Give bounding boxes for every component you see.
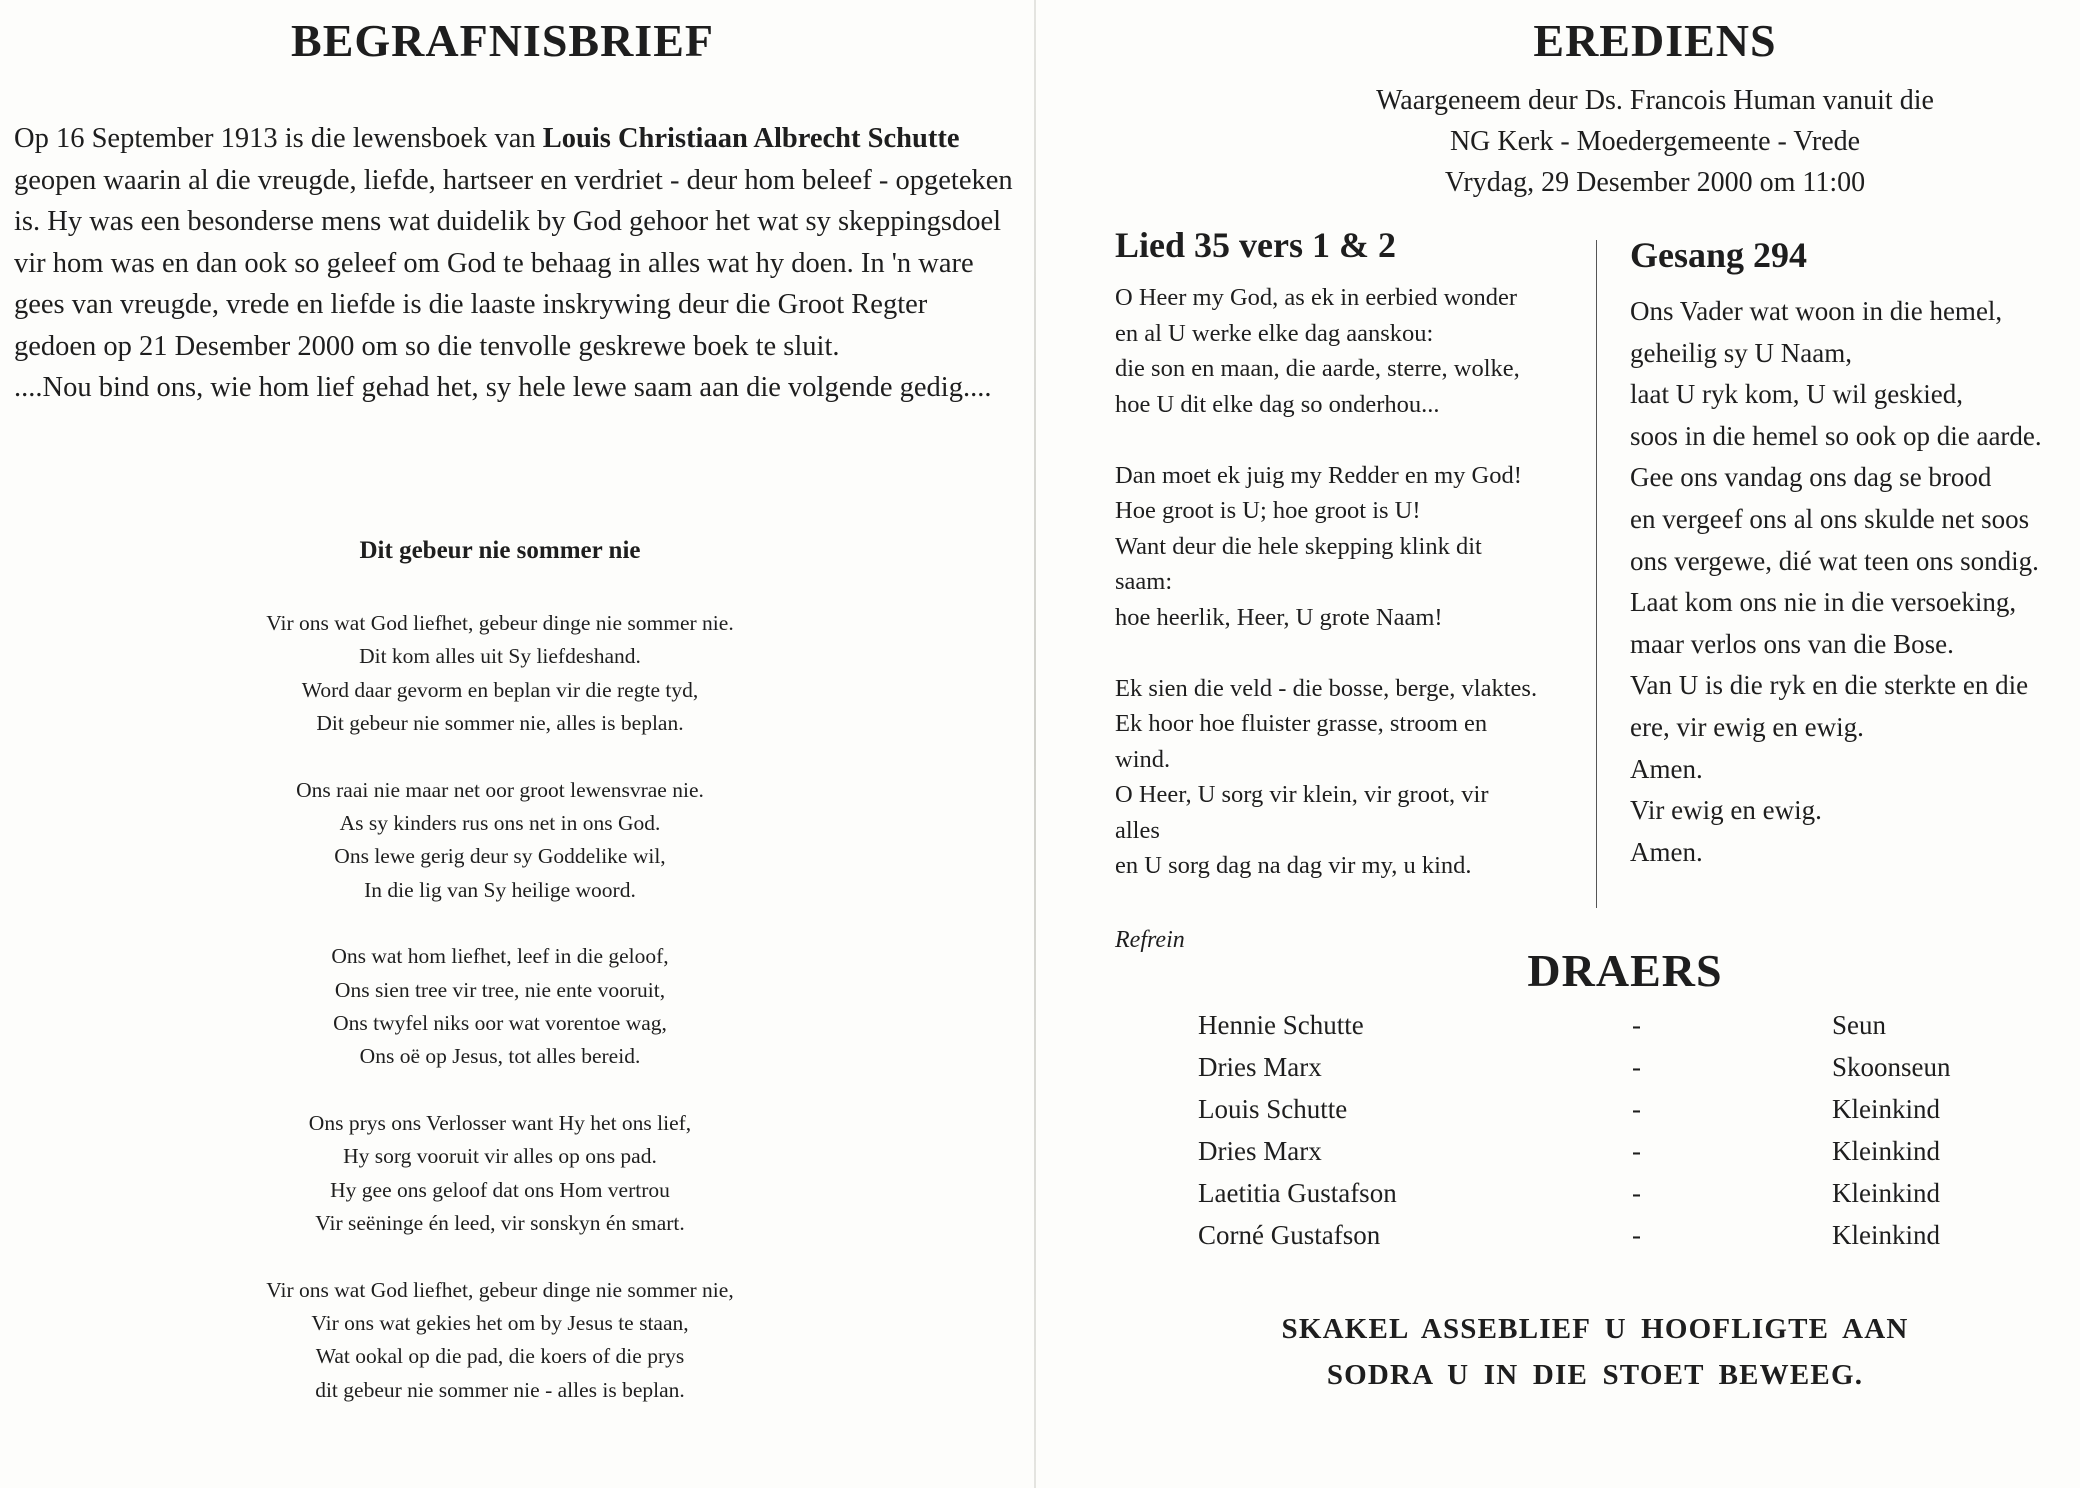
bearer-dash: - [1632,1178,1641,1208]
hymn-a-line: hoe U dit elke dag so onderhou... [1115,390,1440,418]
hymn-b-line: Vir ewig en ewig. [1630,795,1822,826]
poem-line: Ons prys ons Verlosser want Hy het ons lief, [308,1110,692,1135]
bearer-dash: - [1632,1094,1641,1124]
poem-line: Vir ons wat God liefhet, gebeur dinge nie sommer nie. [266,611,734,635]
hymn-a-line: hoe heerlik, Heer, U grote Naam! [1115,603,1443,631]
bearer-relation: Seun [1832,1010,1886,1040]
bearer-row [1198,1136,2018,1178]
hymn-b-line: ere, vir ewig en ewig. [1630,711,1864,742]
page-title-erediens: EREDIENS [1533,15,1777,66]
bearer-name: Laetitia Gustafson [1198,1178,1397,1208]
hymn-a-line: saam: [1115,568,1173,595]
bearer-name: Hennie Schutte [1198,1010,1364,1040]
hymn-a-line: Dan moet ek juig my Redder en my God! [1115,461,1522,489]
hymn-a-title: Lied 35 vers 1 & 2 [1115,225,1396,265]
poem-line: Vir ons wat gekies het om by Jesus te staan, [311,1310,689,1335]
bearer-row [1198,1094,2018,1136]
bearer-relation: Kleinkind [1832,1178,1940,1208]
hymn-a-line: en U sorg dag na dag vir my, u kind. [1115,852,1472,879]
left-page [0,0,1035,1488]
hymn-b-line: soos in die hemel so ook op die aarde. [1630,420,2042,451]
poem-line: In die lig van Sy heilige woord. [364,877,636,902]
poem-line: Vir seëninge én leed, vir sonskyn én smart. [315,1211,685,1236]
bearer-name: Louis Schutte [1198,1094,1348,1124]
bearer-relation: Kleinkind [1832,1136,1940,1166]
bearers-heading: DRAERS [1527,945,1723,996]
notice-line: SKAKEL ASSEBLIEF U HOOFLIGTE AAN [1281,1313,1909,1345]
hymn-a-line: die son en maan, die aarde, sterre, wolke, [1115,355,1520,382]
poem-line: Ons lewe gerig deur sy Goddelike wil, [334,844,666,869]
intro-text [14,118,1014,367]
notice-line: SODRA U IN DIE STOET BEWEEG. [1326,1359,1864,1391]
poem-line: Vir ons wat God liefhet, gebeur dinge nie sommer nie, [266,1277,734,1302]
service-line: NG Kerk - Moedergemeente - Vrede [1449,126,1861,157]
hymn-b-line: Gee ons vandag ons dag se brood [1630,462,1992,493]
hymn-b-line: Laat kom ons nie in die versoeking, [1630,587,2017,618]
intro-rest: geopen waarin al die vreugde, liefde, hartseer en verdriet - deur hom beleef - opgeteken is. Hy was een besonderse mens wat duidelik by God gehoor het wat sy skeppingsdoel vir hom was en dan ook so geleef om God te behaag in alles wat hy doen. In 'n ware gees van vreugde, vrede en liefde is die laaste inskrywing deur die Groot Regter gedoen op 21 Desember 2000 om so die tenvolle geskrewe boek te sluit. [14,164,1013,362]
hymn-b-line: ons vergewe, dié wat teen ons sondig. [1630,545,2039,576]
hymn-a-line: O Heer my God, as ek in eerbied wonder [1115,284,1518,311]
bearer-row [1198,1220,2018,1262]
poem-stanza [0,774,1000,908]
refrain-label: Refrein [1115,927,1185,953]
poem-line: Ons raai nie maar net oor groot lewensvrae nie. [296,777,704,802]
poem-line: Word daar gevorm en beplan vir die regte tyd, [301,677,699,702]
bearer-name: Dries Marx [1198,1052,1322,1082]
hymn-b-line: Ons Vader wat woon in die hemel, [1630,296,2003,326]
hymn-a-stanza [1115,280,1595,422]
right-page [1035,0,2080,1488]
bearer-dash: - [1632,1136,1641,1166]
poem-line: Ons oë op Jesus, tot alles bereid. [359,1044,641,1069]
poem-line: dit gebeur nie sommer nie - alles is beplan. [315,1377,685,1402]
service-line: Waargeneem deur Ds. Francois Human vanuit die [1376,85,1934,116]
bearer-relation: Skoonseun [1832,1052,1951,1082]
bearer-dash: - [1632,1010,1641,1040]
hymn-b-line: en vergeef ons al ons skulde net soos [1630,503,2030,534]
intro-start: Op 16 September 1913 is die lewensboek van [14,123,543,154]
hymn-a-line: wind. [1115,745,1171,773]
hymn-a-line: Hoe groot is U; hoe groot is U! [1115,497,1421,524]
hymn-b-text [1630,291,2080,873]
hymn-b-line: maar verlos ons van die Bose. [1630,628,1954,659]
poem-line: Ons wat hom liefhet, leef in die geloof, [331,944,669,969]
hymn-b-line: geheilig sy U Naam, [1630,337,1852,368]
deceased-name: Louis Christiaan Albrecht Schutte [542,123,960,154]
hymn-b-line: Amen. [1630,836,1703,867]
bearer-dash: - [1632,1052,1641,1082]
intro-closing: ....Nou bind ons, wie hom lief gehad het, sy hele lewe saam aan die volgende gedig.... [14,372,992,403]
hymn-a-line: alles [1115,816,1160,844]
poem-line: Wat ookal op die pad, die koers of die prys [315,1344,685,1369]
page-title-begrafnisbrief: BEGRAFNISBRIEF [291,15,714,66]
hymn-a-text [1115,280,1595,919]
poem-stanza [0,607,1000,741]
hymn-b-line: Amen. [1630,753,1703,784]
hymn-a-line: O Heer, U sorg vir klein, vir groot, vir [1115,781,1489,808]
hymn-b-line: Van U is die ryk en die sterkte en die [1630,670,2029,701]
poem-line: Hy gee ons geloof dat ons Hom vertrou [330,1177,670,1202]
bearers-list [1198,1010,2018,1262]
poem-stanza [0,1107,1000,1241]
poem-line: Hy sorg vooruit vir alles op ons pad. [343,1144,657,1169]
bearer-row [1198,1178,2018,1220]
hymn-a-stanza [1115,671,1595,884]
poem [0,607,1000,1440]
bearer-row [1198,1052,2018,1094]
poem-line: Dit kom alles uit Sy liefdeshand. [359,644,641,669]
hymn-a-line: Ek hoor hoe fluister grasse, stroom en [1115,710,1488,737]
bearer-relation: Kleinkind [1832,1094,1940,1124]
service-line: Vrydag, 29 Desember 2000 om 11:00 [1444,167,1866,198]
poem-title: Dit gebeur nie sommer nie [359,537,641,564]
bearer-row [1198,1010,2018,1052]
poem-line: Dit gebeur nie sommer nie, alles is beplan. [316,711,684,736]
hymn-b-title: Gesang 294 [1630,235,1808,275]
bearer-name: Dries Marx [1198,1136,1322,1166]
bearer-dash: - [1632,1220,1641,1250]
bearer-relation: Kleinkind [1832,1220,1940,1250]
hymn-a-line: en al U werke elke dag aanskou: [1115,319,1434,347]
hymn-a-line: Want deur die hele skepping klink dit [1115,532,1482,560]
hymn-b-line: laat U ryk kom, U wil geskied, [1630,379,1963,410]
intro-paragraph [14,118,1014,409]
poem-line: Ons sien tree vir tree, nie ente vooruit, [334,977,666,1002]
column-divider [1596,240,1597,908]
hymn-a-line: Ek sien die veld - die bosse, berge, vlaktes. [1115,674,1538,702]
poem-stanza [0,940,1000,1074]
bearer-name: Corné Gustafson [1198,1220,1381,1250]
service-details [1235,80,2075,203]
headlights-notice [1215,1306,1975,1398]
poem-line: Ons twyfel niks oor wat vorentoe wag, [333,1011,667,1036]
hymn-a-stanza [1115,458,1595,636]
poem-line: As sy kinders rus ons net in ons God. [339,811,661,836]
poem-stanza [0,1274,1000,1408]
